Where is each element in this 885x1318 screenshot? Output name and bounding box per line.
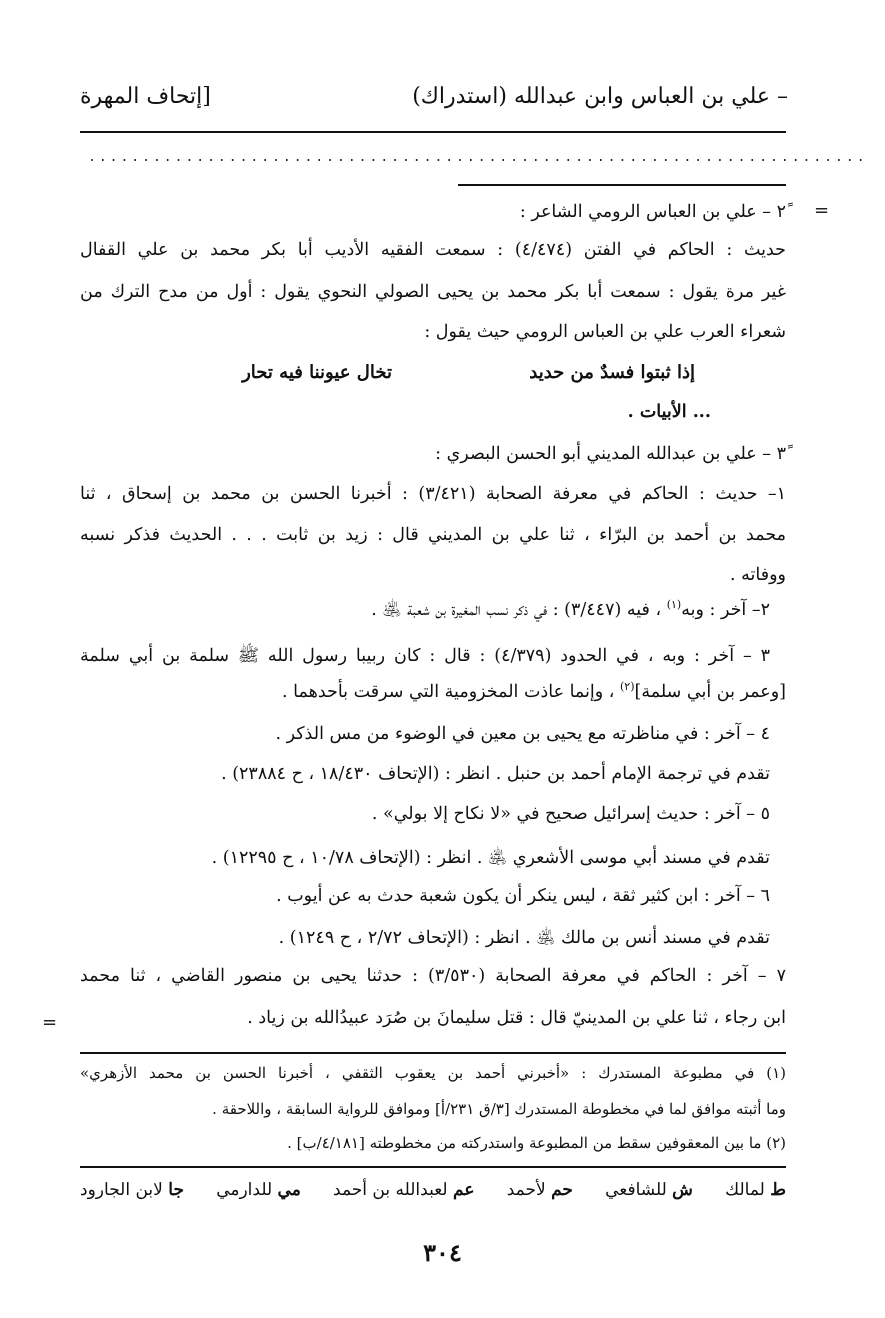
abbreviations-legend [80,1180,786,1200]
margin-mark-top: = [814,200,830,221]
text-line: ٥ – آخر : حديث إسرائيل صحيح في «لا نكاح إلا بولي» . [371,804,770,824]
text-line: ٤ – آخر : في مناظرته مع يحيى بن معين في الوضوء من مس الذكر . [275,724,770,744]
abbreviations-rule [80,1166,786,1168]
text-line: غير مرة يقول : سمعت أبا بكر محمد بن يحيى الصولي النحوي يقول : أول من مدح الترك من [80,282,786,302]
text-line: حديث : الحاكم في الفتن (٤/٤٧٤) : سمعت الفقيه الأديب أبا بكر محمد بن علي القفال [80,240,786,260]
text-fragment: ٢– آخر : وبه [681,600,770,620]
page-number: ٣٠٤ [423,1238,462,1267]
entry-heading: ٢ً – علي بن العباس الرومي الشاعر : [519,202,786,222]
text-line: ١– حديث : الحاكم في معرفة الصحابة (٣/٤٢١) : أخبرنا الحسن بن محمد بن إسحاق ، ثنا [80,484,786,504]
abbreviation-item: جا لابن الجارود [80,1180,184,1200]
abbreviation-item: ط لمالك [725,1180,786,1200]
verses-note: ... الأبيات . [627,402,711,422]
ellipsis-dots: ........................................................................ [88,150,868,165]
text-line: تقدم في مسند أبي موسى الأشعري ﵁ . انظر : (الإتحاف ١٠/٧٨ ، ح ١٢٢٩٥) . [211,848,770,868]
footnote-line: (٢) ما بين المعقوفين سقط من المطبوعة واستدركته من مخطوطته [٤/١٨١/ب] . [287,1134,786,1152]
text-line: ابن رجاء ، ثنا علي بن المدينيّ قال : قتل سليمانَ بن صُرَد عبيدُالله بن زياد . [247,1008,786,1028]
footnotes [80,0,868,1170]
abbreviation-item: حم لأحمد [506,1180,573,1200]
footnote-line: وما أثبته موافق لما في مخطوطة المستدرك [٣/ق ٢٣١/أ] وموافق للرواية السابقة ، واللاحقة . [212,1100,786,1118]
running-header-title: – علي بن العباس وابن عبدالله (استدراك) [412,84,788,109]
text-line: ٧ – آخر : الحاكم في معرفة الصحابة (٣/٥٣٠) : حدثنا يحيى بن منصور القاضي ، ثنا محمد [80,966,786,986]
text-fragment: [وعمر بن أبي سلمة] [634,681,786,702]
text-line: ٦ – آخر : ابن كثير ثقة ، ليس ينكر أن يكون شعبة حدث به عن أيوب . [276,886,770,906]
abbreviation-item: مي للدارمي [216,1180,301,1200]
footnote-marker: (٢) [620,680,635,693]
poem-first-hemistich: إذا ثبتوا فسدٌ من حديد [529,362,695,383]
text-fragment: ، فيه (٣/٤٤٧) : في ذكر نسب المغيرة بن شعبة ﵁ . [371,600,662,620]
text-line: محمد بن أحمد بن البرّاء ، ثنا علي بن المديني قال : زيد بن ثابت . . . الحديث فذكر نسبه [80,525,786,545]
text-line: شعراء العرب علي بن العباس الرومي حيث يقول : [424,322,786,342]
footnote-marker: (١) [666,598,682,612]
entry-heading: ٣ً – علي بن عبدالله المديني أبو الحسن البصري : [435,444,786,464]
abbreviation-item: ش للشافعي [605,1180,693,1200]
footnote-line: (١) في مطبوعة المستدرك : «أخبرني أحمد بن يعقوب الثقفي ، أخبرنا الحسن بن محمد الأزهري» [80,1064,786,1082]
text-fragment: ، وإنما عاذت المخزومية التي سرقت بأحدهما . [282,681,615,702]
text-line: تقدم في ترجمة الإمام أحمد بن حنبل . انظر : (الإتحاف ١٨/٤٣٠ ، ح ٢٣٨٨٤) . [221,764,770,784]
text-line: ووفاته . [730,565,786,585]
margin-mark-bottom: = [42,1012,58,1033]
text-line: ٣ – آخر : وبه ، في الحدود (٤/٣٧٩) : قال : كان ربيبا رسول الله ﷺ سلمة بن أبي سلمة [80,646,770,666]
abbreviation-item: عم لعبدالله بن أحمد [333,1180,475,1200]
poem-second-hemistich: تخال عيوننا فيه تحار [242,362,392,383]
text-line: تقدم في مسند أنس بن مالك ﵁ . انظر : (الإتحاف ٢/٧٢ ، ح ١٢٤٩) . [278,928,770,948]
running-header-book: [إتحاف المهرة [80,84,211,109]
